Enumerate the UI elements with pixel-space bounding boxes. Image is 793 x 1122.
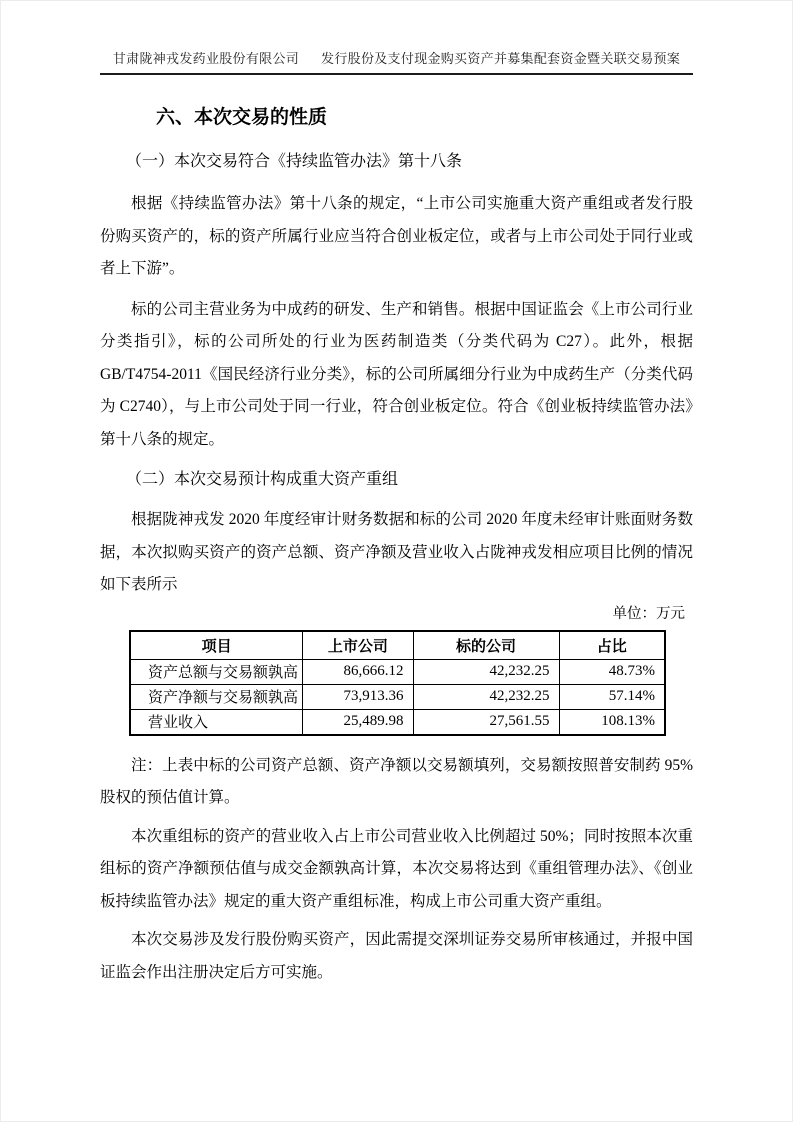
subsection-heading-2: （二）本次交易预计构成重大资产重组: [126, 471, 399, 488]
table-header-target-company: 标的公司: [413, 631, 559, 660]
paragraph-5: 本次交易涉及发行股份购买资产，因此需提交深圳证券交易所审核通过，并报中国证监会作出注册决定后方可实施。: [100, 931, 693, 981]
paragraph-2: 标的公司主营业务为中成药的研发、生产和销售。根据中国证监会《上市公司行业分类指引》，标的公司所处的行业为医药制造类（分类代码为 C27）。此外，根据 GB/T4754-2011《国民经济行业分类》，标的公司所属细分行业为中成药生产（分类代码为 C2740），与上市公司处于同一行业，符合创业板定位。符合《创业板持续监管办法》第十八条的规定。: [100, 300, 693, 448]
table-header-row: [130, 631, 665, 660]
table-row-revenue: [130, 709, 665, 735]
running-header-title: 发行股份及支付现金购买资产并募集配套资金暨关联交易预案: [321, 51, 681, 66]
table-cell-value: 27,561.55: [413, 709, 559, 735]
table-unit-label: 单位：万元: [612, 605, 685, 622]
running-header-company: 甘肃陇神戎发药业股份有限公司: [112, 51, 300, 66]
paragraph-1: 根据《持续监管办法》第十八条的规定，“上市公司实施重大资产重组或者发行股份购买资产的，标的资产所属行业应当符合创业板定位，或者与上市公司处于同行业或者上下游”。: [100, 195, 693, 277]
section-heading: 六、本次交易的性质: [156, 107, 328, 128]
table-cell-label: 营业收入: [130, 709, 303, 735]
table-cell-label: 资产总额与交易额孰高: [130, 659, 303, 684]
table-cell-value: 73,913.36: [303, 684, 413, 709]
paragraph-4: 本次重组标的资产的营业收入占上市公司营业收入比例超过 50%；同时按照本次重组标的资产净额预估值与成交金额孰高计算，本次交易将达到《重组管理办法》、《创业板持续监管办法》规定的重大资产重组标准，构成上市公司重大资产重组。: [100, 827, 693, 910]
subsection-heading-1: （一）本次交易符合《持续监管办法》第十八条: [126, 153, 463, 170]
table-cell-label: 资产净额与交易额孰高: [130, 684, 303, 709]
table-cell-value: 25,489.98: [303, 709, 413, 735]
table-cell-value: 42,232.25: [413, 659, 559, 684]
table-note: 注：上表中标的公司资产总额、资产净额以交易额填列，交易额按照普安制药 95%股权的预估值计算。: [100, 756, 693, 806]
financial-ratio-table: [129, 630, 666, 736]
table-header-listed-company: 上市公司: [303, 631, 413, 660]
table-row-total-assets: [130, 659, 665, 684]
table-cell-value: 108.13%: [559, 709, 665, 735]
running-header: [100, 48, 693, 75]
paragraph-3: 根据陇神戎发 2020 年度经审计财务数据和标的公司 2020 年度未经审计账面财务数据，本次拟购买资产的资产总额、资产净额及营业收入占陇神戎发相应项目比例的情况如下表所示: [100, 511, 693, 593]
table-row-net-assets: [130, 684, 665, 709]
table-cell-value: 86,666.12: [303, 659, 413, 684]
table-cell-value: 48.73%: [559, 659, 665, 684]
table-cell-value: 57.14%: [559, 684, 665, 709]
table-cell-value: 42,232.25: [413, 684, 559, 709]
table-header-ratio: 占比: [559, 631, 665, 660]
table-header-item: 项目: [130, 631, 303, 660]
